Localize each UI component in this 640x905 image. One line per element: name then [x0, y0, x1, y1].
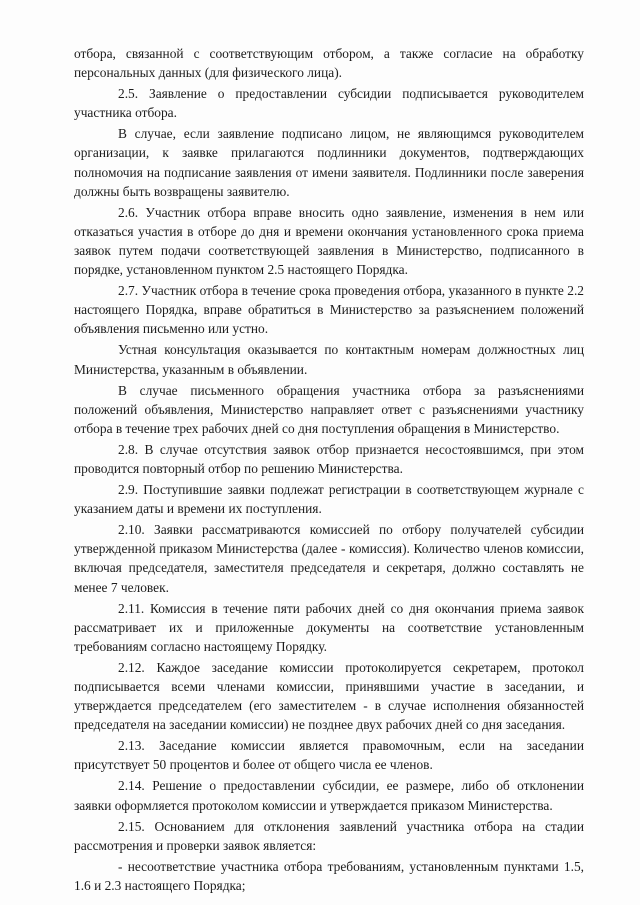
paragraph-2-11: 2.11. Комиссия в течение пяти рабочих дней со дня окончания приема заявок рассматривает их и приложенные документы на соответствие установленным требованиям согласно настоящему Порядку. — [74, 600, 584, 654]
paragraph-2-6: 2.6. Участник отбора вправе вносить одно заявление, изменения в нем или отказаться участия в отборе до дня и времени окончания установленного срока приема заявок путем подачи соответствующей заявления в Министерство, подписанного в порядке, установленном пунктом 2.5 настоящего Порядка. — [74, 204, 584, 278]
paragraph-2-14: 2.14. Решение о предоставлении субсидии, ее размере, либо об отклонении заявки оформляется протоколом комиссии и утверждается приказом Министерства. — [74, 778, 584, 813]
paragraph-rejection-reason: - несоответствие участника отбора требованиям, установленным пунктами 1.5, 1.6 и 2.3 настоящего Порядка; — [74, 858, 584, 893]
paragraph-2-12: 2.12. Каждое заседание комиссии протоколируется секретарем, протокол подписывается всеми членами комиссии, принявшими участие в заседании, и утверждается председателем (его заместителем - в случае исполнения обязанностей председателя на заседании комиссии) не позднее двух рабочих дней со дня заседания. — [74, 659, 584, 733]
paragraph-written-request: В случае письменного обращения участника отбора за разъяснениями положений объявления, Министерство направляет ответ с разъяснениями участнику отбора в течение трех рабочих дней со дня поступления обращения в Министерство. — [74, 382, 584, 436]
paragraph-2-8: 2.8. В случае отсутствия заявок отбор признается несостоявшимся, при этом проводится повторный отбор по решению Министерства. — [74, 441, 584, 476]
paragraph-2-5: 2.5. Заявление о предоставлении субсидии подписывается руководителем участника отбора. — [74, 86, 584, 121]
paragraph-2-13: 2.13. Заседание комиссии является правомочным, если на заседании присутствует 50 процентов и более от общего числа ее членов. — [74, 738, 584, 773]
paragraph-2-9: 2.9. Поступившие заявки подлежат регистрации в соответствующем журнале с указанием даты и времени их поступления. — [74, 482, 584, 517]
paragraph-2-10: 2.10. Заявки рассматриваются комиссией по отбору получателей субсидии утвержденной приказом Министерства (далее - комиссия). Количество членов комиссии, включая председателя, заместителя председателя и секретаря, должно составлять не менее 7 человек. — [74, 522, 584, 595]
paragraph-2-7: 2.7. Участник отбора в течение срока проведения отбора, указанного в пункте 2.2 настоящего Порядка, вправе обратиться в Министерство за разъяснением положений объявления письменно или устно. — [74, 283, 584, 337]
paragraph-oral-consultation: Устная консультация оказывается по контактным номерам должностных лиц Министерства, указанным в объявлении. — [74, 342, 584, 377]
paragraph-continuation: отбора, связанной с соответствующим отбором, а также согласие на обработку персональных данных (для физического лица). — [74, 46, 584, 81]
paragraph-2-15: 2.15. Основанием для отклонения заявлений участника отбора на стадии рассмотрения и проверки заявок является: — [74, 818, 584, 853]
paragraph-signature-delegation: В случае, если заявление подписано лицом, не являющимся руководителем организации, к заявке прилагаются подлинники документов, подтверждающих полномочия на подписание заявления от имени заявителя. Подлинники после заверения должны быть возвращены заявителю. — [74, 126, 584, 199]
